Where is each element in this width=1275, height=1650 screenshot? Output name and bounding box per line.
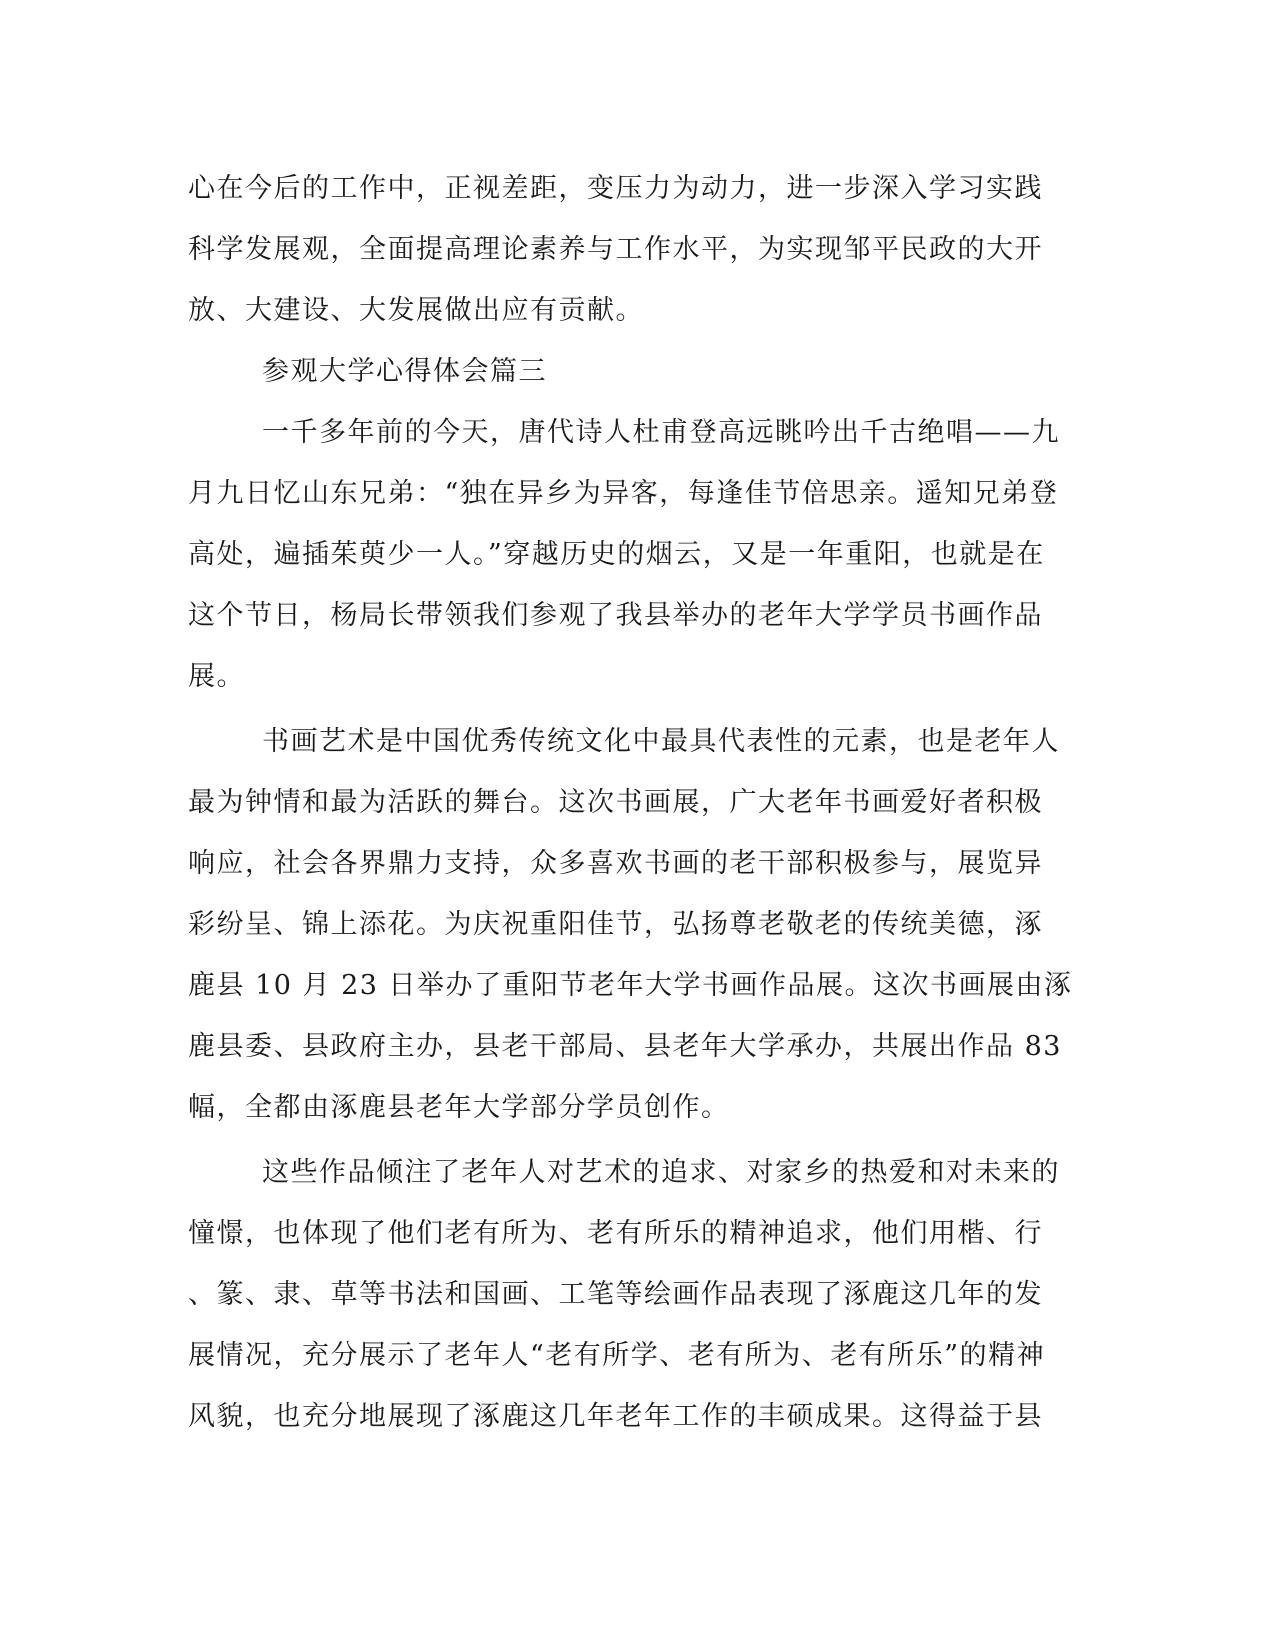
text-line: 彩纷呈、锦上添花。为庆祝重阳佳节，弘扬尊老敬老的传统美德，涿 bbox=[188, 909, 1043, 940]
continuation-paragraph bbox=[188, 158, 1068, 341]
text-line: 幅，全都由涿鹿县老年大学部分学员创作。 bbox=[188, 1092, 730, 1123]
paragraph-1 bbox=[188, 402, 1068, 707]
text-line: 科学发展观，全面提高理论素养与工作水平，为实现邹平民政的大开 bbox=[188, 234, 1043, 265]
text-line: 心在今后的工作中，正视差距，变压力为动力，进一步深入学习实践 bbox=[188, 173, 1043, 204]
text-line: 这个节日，杨局长带领我们参观了我县举办的老年大学学员书画作品 bbox=[188, 600, 1043, 631]
text-line: 最为钟情和最为活跃的舞台。这次书画展，广大老年书画爱好者积极 bbox=[188, 787, 1043, 818]
text-line: 鹿县委、县政府主办，县老干部局、县老年大学承办，共展出作品 83 bbox=[188, 1031, 1062, 1062]
text-line: 鹿县 10 月 23 日举办了重阳节老年大学书画作品展。这次书画展由涿 bbox=[188, 970, 1073, 1001]
text-line: 月九日忆山东兄弟：“独在异乡为异客，每逢佳节倍思亲。遥知兄弟登 bbox=[188, 478, 1059, 509]
section-title: 参观大学心得体会篇三 bbox=[262, 356, 547, 387]
text-line: 一千多年前的今天，唐代诗人杜甫登高远眺吟出千古绝唱——九 bbox=[262, 417, 1060, 448]
text-line: 响应，社会各界鼎力支持，众多喜欢书画的老干部积极参与，展览异 bbox=[188, 848, 1043, 879]
paragraph-2 bbox=[188, 711, 1073, 1138]
text-line: 展。 bbox=[188, 661, 245, 692]
document-body bbox=[188, 158, 1073, 1447]
text-line: 书画艺术是中国优秀传统文化中最具代表性的元素，也是老年人 bbox=[262, 726, 1060, 757]
text-line: 展情况，充分展示了老年人“老有所学、老有所为、老有所乐”的精神 bbox=[188, 1340, 1046, 1371]
text-line: 这些作品倾注了老年人对艺术的追求、对家乡的热爱和对未来的 bbox=[262, 1157, 1060, 1188]
text-line: 憧憬，也体现了他们老有所为、老有所乐的精神追求，他们用楷、行 bbox=[188, 1218, 1043, 1249]
text-line: 高处，遍插茱萸少一人。”穿越历史的烟云，又是一年重阳，也就是在 bbox=[188, 539, 1045, 570]
text-line: 放、大建设、大发展做出应有贡献。 bbox=[188, 295, 644, 326]
section-heading bbox=[188, 341, 1068, 402]
paragraph-3 bbox=[188, 1142, 1068, 1447]
text-line: 风貌，也充分地展现了涿鹿这几年老年工作的丰硕成果。这得益于县 bbox=[188, 1401, 1043, 1432]
text-line: 、篆、隶、草等书法和国画、工笔等绘画作品表现了涿鹿这几年的发 bbox=[188, 1279, 1043, 1310]
